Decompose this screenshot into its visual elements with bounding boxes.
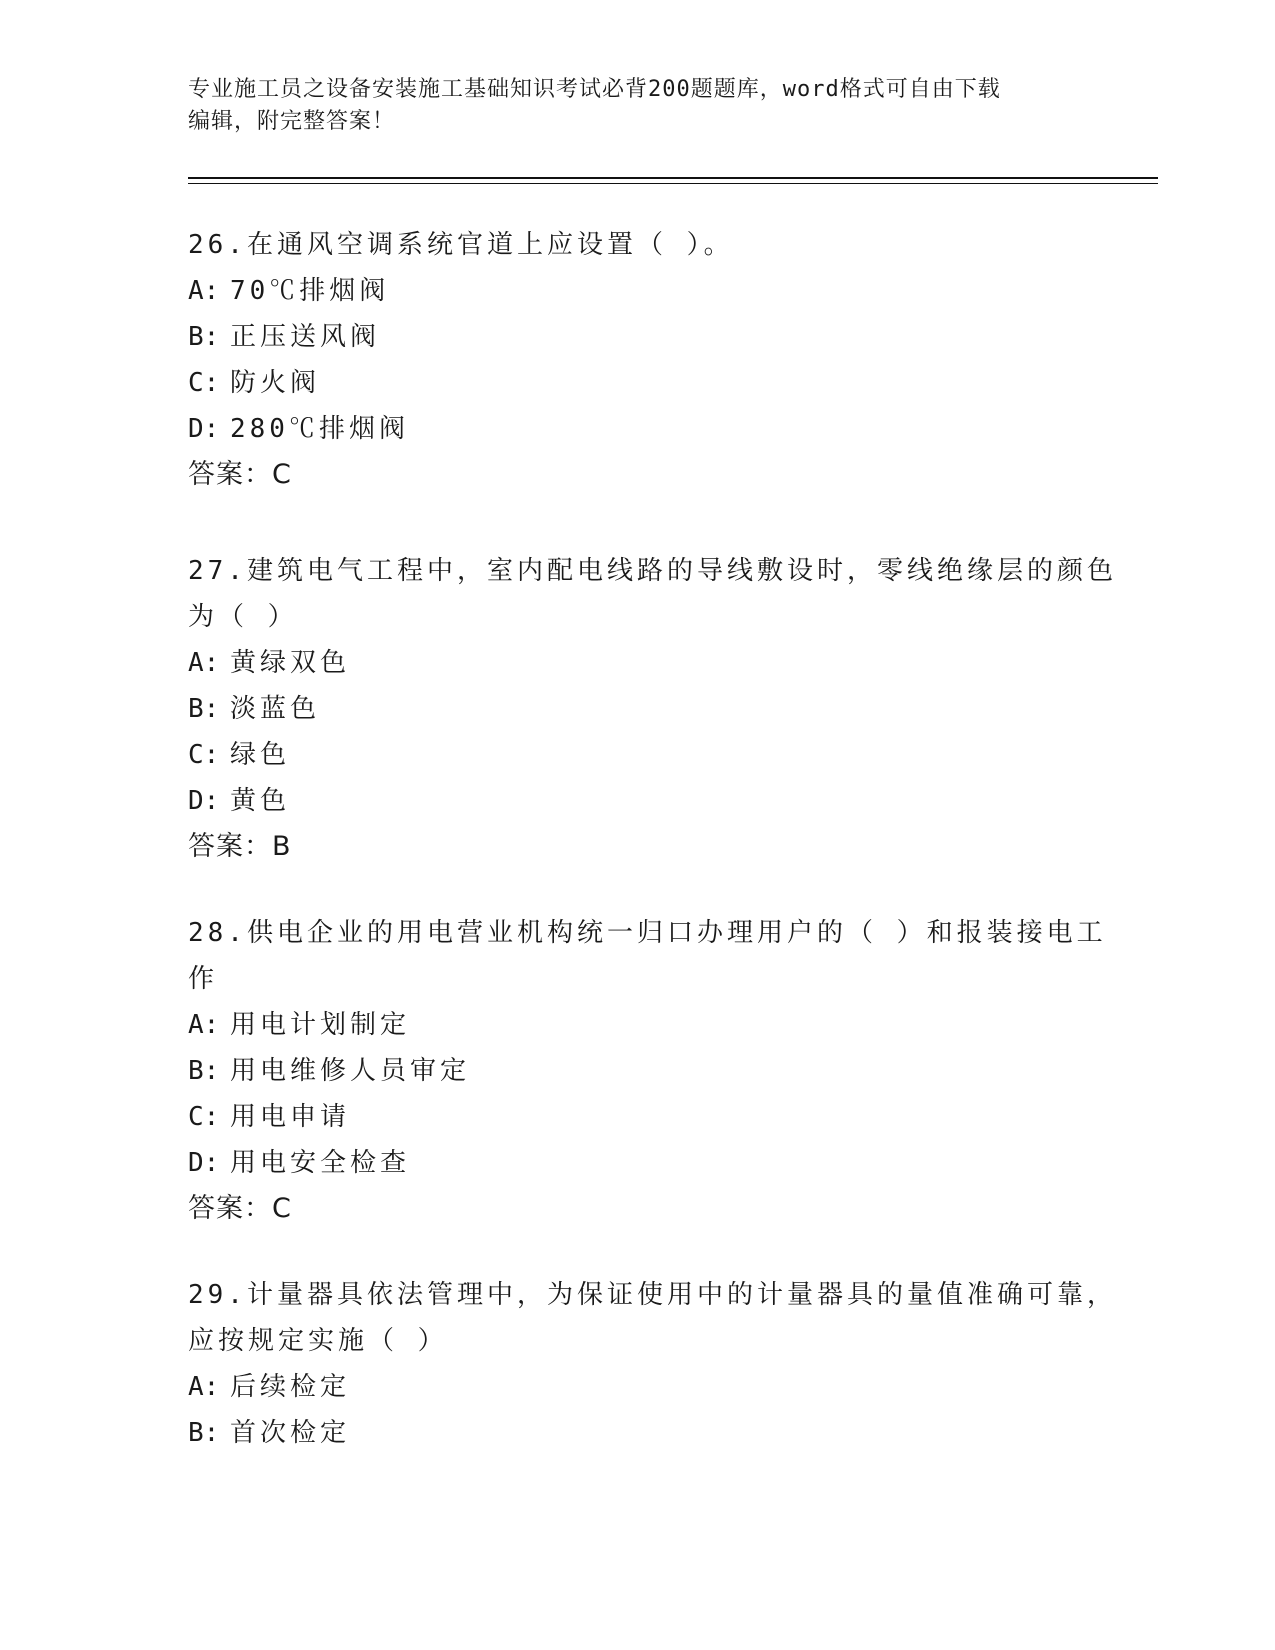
option-key: B: bbox=[188, 322, 220, 352]
option-b bbox=[188, 1048, 1088, 1094]
question-26 bbox=[188, 222, 1088, 498]
option-key: C: bbox=[188, 1102, 220, 1132]
option-key: D: bbox=[188, 786, 220, 816]
answer-line: 答案：C bbox=[188, 1193, 292, 1224]
option-key: C: bbox=[188, 740, 220, 770]
option-a bbox=[188, 268, 1088, 314]
option-key: A: bbox=[188, 1010, 220, 1040]
option-text: 正压送风阀 bbox=[230, 322, 381, 352]
option-text: 后续检定 bbox=[230, 1372, 351, 1402]
option-text: 用电计划制定 bbox=[230, 1010, 411, 1040]
option-b bbox=[188, 1410, 1088, 1456]
header-divider-thick bbox=[188, 177, 1158, 179]
option-text: 280℃排烟阀 bbox=[230, 414, 409, 444]
option-a bbox=[188, 640, 1088, 686]
option-text: 黄绿双色 bbox=[230, 648, 351, 678]
option-c bbox=[188, 1094, 1088, 1140]
option-key: A: bbox=[188, 1372, 220, 1402]
option-text: 淡蓝色 bbox=[230, 694, 321, 724]
answer-line: 答案：B bbox=[188, 831, 292, 862]
option-key: B: bbox=[188, 1418, 220, 1448]
question-stem: 27.建筑电气工程中，室内配电线路的导线敷设时，零线绝缘层的颜色 bbox=[188, 556, 1117, 586]
question-stem-continued: 应按规定实施（ ） bbox=[188, 1326, 448, 1356]
question-stem-continued: 为（ ） bbox=[188, 602, 298, 632]
question-28 bbox=[188, 910, 1107, 1232]
option-text: 防火阀 bbox=[230, 368, 321, 398]
question-29 bbox=[188, 1272, 1117, 1456]
option-text: 用电安全检查 bbox=[230, 1148, 411, 1178]
header-divider-thin bbox=[188, 183, 1158, 184]
option-key: D: bbox=[188, 1148, 220, 1178]
option-d bbox=[188, 778, 1088, 824]
option-key: A: bbox=[188, 276, 220, 306]
option-key: A: bbox=[188, 648, 220, 678]
question-stem: 26.在通风空调系统官道上应设置（ ）。 bbox=[188, 230, 734, 260]
option-key: C: bbox=[188, 368, 220, 398]
option-d bbox=[188, 1140, 1088, 1186]
header-line-1: 专业施工员之设备安装施工基础知识考试必背200题题库，word格式可自由下载 bbox=[188, 77, 1001, 102]
answer-line: 答案：C bbox=[188, 459, 292, 490]
document-header bbox=[188, 74, 1078, 138]
option-c bbox=[188, 732, 1088, 778]
option-key: B: bbox=[188, 694, 220, 724]
option-a bbox=[188, 1002, 1088, 1048]
option-b bbox=[188, 686, 1088, 732]
option-text: 绿色 bbox=[230, 740, 291, 770]
question-stem: 28.供电企业的用电营业机构统一归口办理用户的（ ）和报装接电工 bbox=[188, 918, 1107, 948]
option-text: 首次检定 bbox=[230, 1418, 351, 1448]
option-key: D: bbox=[188, 414, 220, 444]
header-line-2: 编辑，附完整答案！ bbox=[188, 109, 396, 134]
option-b bbox=[188, 314, 1088, 360]
option-text: 黄色 bbox=[230, 786, 291, 816]
option-text: 70℃排烟阀 bbox=[230, 276, 390, 306]
option-text: 用电申请 bbox=[230, 1102, 351, 1132]
option-c bbox=[188, 360, 1088, 406]
question-stem-continued: 作 bbox=[188, 964, 219, 994]
option-a bbox=[188, 1364, 1088, 1410]
question-stem: 29.计量器具依法管理中，为保证使用中的计量器具的量值准确可靠， bbox=[188, 1280, 1117, 1310]
option-key: B: bbox=[188, 1056, 220, 1086]
option-text: 用电维修人员审定 bbox=[230, 1056, 471, 1086]
question-27 bbox=[188, 548, 1117, 870]
option-d bbox=[188, 406, 1088, 452]
